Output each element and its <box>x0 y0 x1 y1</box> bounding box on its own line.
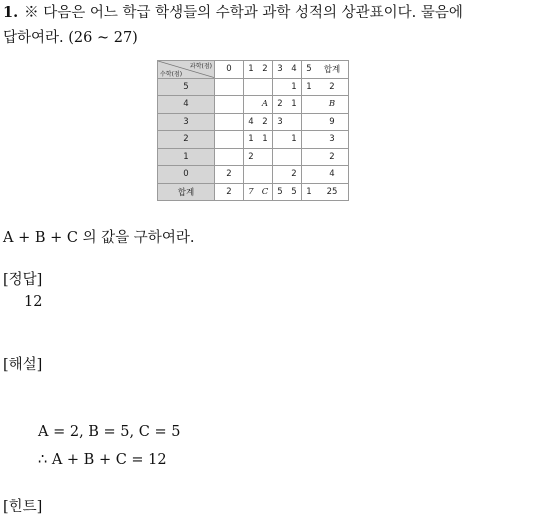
corner-cell <box>158 61 215 79</box>
row-label: 3 <box>158 113 215 131</box>
table-cell <box>273 166 288 184</box>
table-row <box>158 166 349 184</box>
table-cell: 5 <box>287 183 302 201</box>
table-cell <box>287 113 302 131</box>
table-cell-unknown-b: B <box>316 96 349 114</box>
table-cell-total: 2 <box>316 148 349 166</box>
col-header: 3 <box>273 61 288 79</box>
hint-label: [힌트] <box>3 499 43 515</box>
table-cell-unknown-c: C <box>258 183 273 201</box>
table-cell: 2 <box>258 113 273 131</box>
row-label: 5 <box>158 78 215 96</box>
answer-label: [정답] <box>3 272 43 288</box>
row-label: 2 <box>158 131 215 149</box>
col-header: 1 <box>244 61 259 79</box>
table-cell-grand-total: 25 <box>316 183 349 201</box>
table-cell: 1 <box>302 183 317 201</box>
table-cell <box>258 78 273 96</box>
table-row <box>158 96 349 114</box>
correlation-table <box>157 60 349 201</box>
row-label: 4 <box>158 96 215 114</box>
question-text <box>3 0 463 51</box>
table-cell <box>244 96 259 114</box>
table-cell <box>258 148 273 166</box>
explanation-line-2: ∴ A + B + C = 12 <box>38 452 167 468</box>
question-line-2: 답하여라. (26 ~ 27) <box>3 30 138 46</box>
table-cell <box>215 113 244 131</box>
total-row <box>158 183 349 201</box>
table-cell: 2 <box>215 183 244 201</box>
table-cell <box>215 78 244 96</box>
table-cell-total: 2 <box>316 78 349 96</box>
row-label: 0 <box>158 166 215 184</box>
table-cell: 4 <box>244 113 259 131</box>
explanation-label: [해설] <box>3 357 43 373</box>
question-number: 1. <box>3 4 19 21</box>
table-cell: 1 <box>258 131 273 149</box>
table-cell-total: 3 <box>316 131 349 149</box>
question-line-1: ※ 다음은 어느 학급 학생들의 수학과 과학 성적의 상관표이다. 물음에 <box>24 5 463 21</box>
table-cell: 1 <box>287 78 302 96</box>
row-label-total: 합계 <box>158 183 215 201</box>
table-cell <box>302 166 317 184</box>
table-row <box>158 131 349 149</box>
table-cell <box>244 166 259 184</box>
table-cell <box>302 148 317 166</box>
table-cell <box>302 96 317 114</box>
col-header-total: 합계 <box>316 61 349 79</box>
table-cell <box>244 78 259 96</box>
correlation-table-container <box>157 60 349 201</box>
table-cell <box>215 148 244 166</box>
table-cell <box>273 78 288 96</box>
table-cell: 1 <box>244 131 259 149</box>
table-cell: 2 <box>287 166 302 184</box>
table-cell <box>273 148 288 166</box>
table-cell <box>258 166 273 184</box>
table-cell: 7 <box>244 183 259 201</box>
table-cell <box>215 131 244 149</box>
table-cell: 1 <box>302 78 317 96</box>
explanation-line-1: A = 2, B = 5, C = 5 <box>38 424 181 440</box>
table-cell <box>302 131 317 149</box>
table-cell-unknown-a: A <box>258 96 273 114</box>
table-cell <box>302 113 317 131</box>
col-header: 2 <box>258 61 273 79</box>
table-row <box>158 78 349 96</box>
table-cell-total: 4 <box>316 166 349 184</box>
row-label: 1 <box>158 148 215 166</box>
header-row <box>158 61 349 79</box>
col-header: 5 <box>302 61 317 79</box>
table-cell: 3 <box>273 113 288 131</box>
corner-label-science: 과학(점) <box>189 63 212 70</box>
table-cell: 2 <box>215 166 244 184</box>
col-header: 4 <box>287 61 302 79</box>
table-row <box>158 148 349 166</box>
prompt-text: A + B + C 의 값을 구하여라. <box>3 230 195 246</box>
table-cell: 2 <box>244 148 259 166</box>
table-cell: 5 <box>273 183 288 201</box>
table-cell <box>287 148 302 166</box>
table-row <box>158 113 349 131</box>
table-cell: 1 <box>287 131 302 149</box>
table-cell: 2 <box>273 96 288 114</box>
answer-value: 12 <box>24 294 43 310</box>
table-cell <box>273 131 288 149</box>
corner-label-math: 수학(점) <box>160 70 183 78</box>
table-cell: 1 <box>287 96 302 114</box>
col-header: 0 <box>215 61 244 79</box>
table-cell-total: 9 <box>316 113 349 131</box>
table-cell <box>215 96 244 114</box>
